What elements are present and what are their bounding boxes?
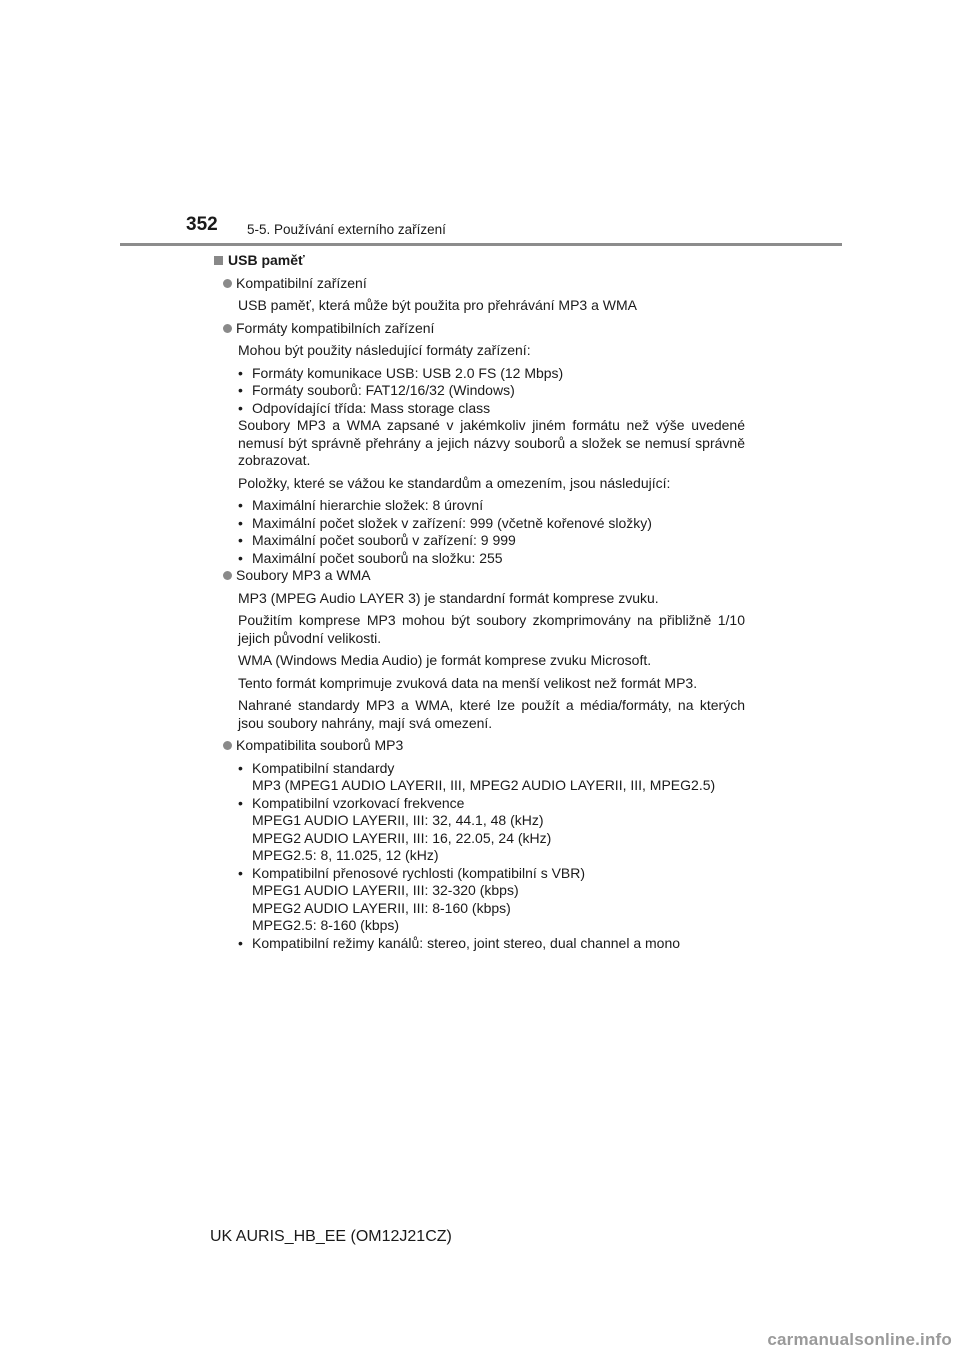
list-item [238, 865, 745, 935]
list-item-detail: MPEG2.5: 8-160 (kbps) [252, 917, 400, 933]
list-item-detail: MP3 (MPEG1 AUDIO LAYERII, III, MPEG2 AUDIO LAYERII, III, MPEG2.5) [252, 777, 716, 793]
list-item-label: Kompatibilní režimy kanálů: stereo, joint stereo, dual channel a mono [252, 934, 681, 951]
page-content [210, 252, 745, 952]
circle-bullet-icon [223, 279, 232, 288]
bullet-list [238, 365, 745, 418]
circle-bullet-icon [223, 741, 232, 750]
subsection-heading-text: Formáty kompatibilních zařízení [236, 319, 435, 336]
circle-bullet-icon [223, 324, 232, 333]
paragraph: Použitím komprese MP3 mohou být soubory zkomprimovány na přibližně 1/10 jejich původní velikosti. [238, 612, 745, 646]
circle-bullet-icon [223, 571, 232, 580]
list-item-detail: MPEG1 AUDIO LAYERII, III: 32-320 (kbps) [252, 882, 519, 898]
list-item: • Maximální hierarchie složek: 8 úrovní [238, 497, 484, 513]
list-item: • Formáty souborů: FAT12/16/32 (Windows) [238, 382, 515, 398]
dot-bullet-icon: • [238, 794, 243, 811]
list-item: • Formáty komunikace USB: USB 2.0 FS (12 Mbps) [238, 364, 564, 381]
watermark: carmanualsonline.info [767, 1330, 952, 1349]
list-item-label: Kompatibilní standardy [252, 759, 395, 776]
dot-bullet-icon: • [238, 497, 243, 513]
list-item: • Maximální počet složek v zařízení: 999 (včetně kořenové složky) [238, 514, 652, 531]
list-item [238, 935, 745, 953]
paragraph: Soubory MP3 a WMA zapsané v jakémkoliv jiném formátu než výše uvedené nemusí být správně přehrány a jejich názvy souborů a složek se nemusí správně zobrazovat. [238, 417, 745, 468]
dot-bullet-icon: • [238, 399, 243, 416]
paragraph: Položky, které se vážou ke standardům a omezením, jsou následující: [238, 474, 671, 491]
paragraph: Mohou být použity následující formáty zařízení: [238, 342, 531, 358]
bullet-list [238, 760, 745, 953]
subsection-heading [223, 737, 745, 755]
list-item-label: Kompatibilní vzorkovací frekvence [252, 794, 465, 811]
dot-bullet-icon: • [238, 364, 243, 381]
section-heading [210, 252, 745, 270]
dot-bullet-icon: • [238, 934, 243, 951]
dot-bullet-icon: • [238, 549, 243, 566]
list-item-detail: MPEG2 AUDIO LAYERII, III: 8-160 (kbps) [252, 899, 511, 916]
paragraph: USB paměť, která může být použita pro přehrávání MP3 a WMA [238, 297, 637, 313]
list-item-detail: MPEG2.5: 8, 11.025, 12 (kHz) [252, 847, 439, 863]
list-item-label: Kompatibilní přenosové rychlosti (kompatibilní s VBR) [252, 864, 586, 881]
subsection-heading [223, 567, 745, 585]
subsection-heading-text: Kompatibilní zařízení [236, 274, 367, 291]
dot-bullet-icon: • [238, 514, 243, 531]
bullet-list [238, 497, 745, 567]
section-heading-text: USB paměť [228, 252, 305, 268]
paragraph: WMA (Windows Media Audio) je formát komprese zvuku Microsoft. [238, 652, 652, 668]
list-item-detail: MPEG2 AUDIO LAYERII, III: 16, 22.05, 24 (kHz) [252, 829, 552, 846]
dot-bullet-icon: • [238, 864, 243, 881]
paragraph: Nahrané standardy MP3 a WMA, které lze použít a média/formáty, na kterých jsou soubory nahrány, mají svá omezení. [238, 697, 745, 731]
header-divider [120, 243, 842, 246]
list-item-detail: MPEG1 AUDIO LAYERII, III: 32, 44.1, 48 (kHz) [252, 812, 544, 828]
paragraph: Tento formát komprimuje zvuková data na menší velikost než formát MP3. [238, 674, 698, 691]
subsection-heading [223, 275, 745, 293]
list-item: • Maximální počet souborů v zařízení: 9 999 [238, 532, 516, 548]
dot-bullet-icon: • [238, 382, 243, 398]
list-item [238, 795, 745, 865]
footer-document-code: UK AURIS_HB_EE (OM12J21CZ) [210, 1228, 452, 1245]
paragraph: MP3 (MPEG Audio LAYER 3) je standardní formát komprese zvuku. [238, 589, 659, 606]
dot-bullet-icon: • [238, 532, 243, 548]
section-title: 5-5. Používání externího zařízení [247, 222, 446, 237]
list-item: • Maximální počet souborů na složku: 255 [238, 549, 503, 566]
dot-bullet-icon: • [238, 759, 243, 776]
square-bullet-icon [214, 256, 223, 265]
subsection-heading-text: Soubory MP3 a WMA [236, 567, 371, 583]
list-item [238, 760, 745, 795]
list-item: • Odpovídající třída: Mass storage class [238, 399, 491, 416]
subsection-heading [223, 320, 745, 338]
page-number: 352 [186, 214, 218, 235]
subsection-heading-text: Kompatibilita souborů MP3 [236, 737, 404, 753]
